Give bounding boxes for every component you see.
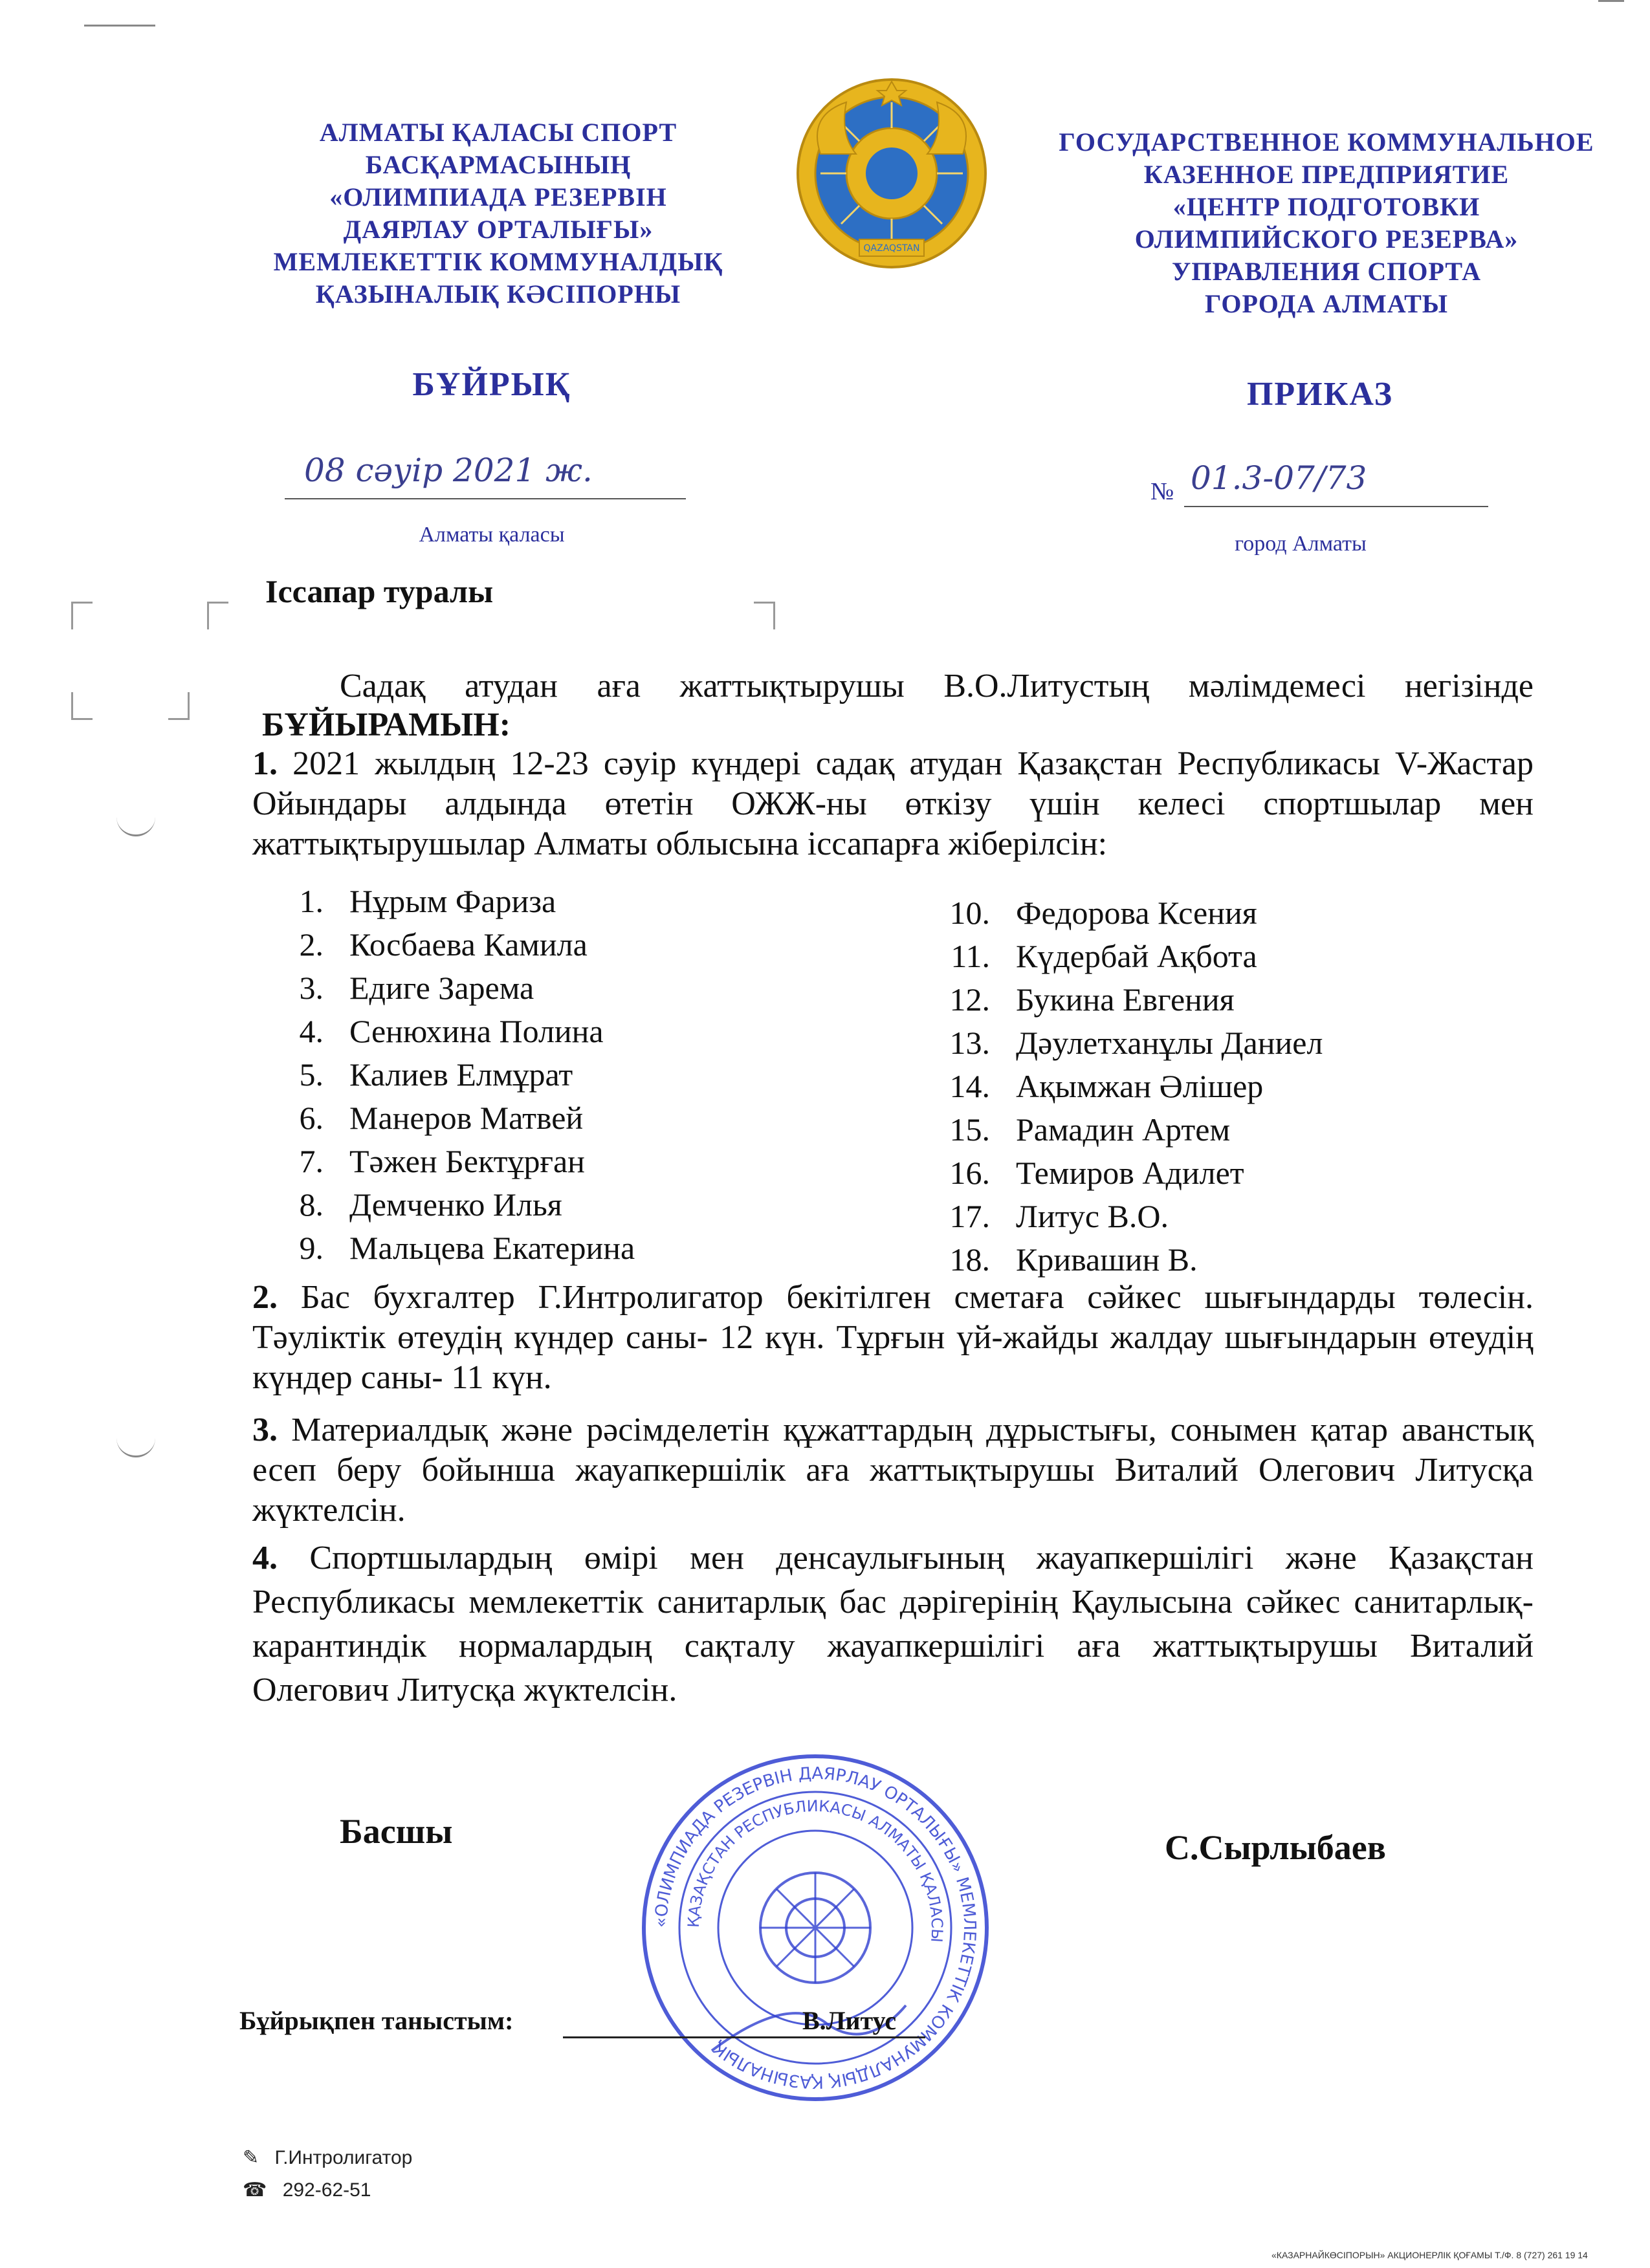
header-right: ГОСУДАРСТВЕННОЕ КОММУНАЛЬНОЕ КАЗЕННОЕ ПРЕДПРИЯТИЕ «ЦЕНТР ПОДГОТОВКИ ОЛИМПИЙСКОГО РЕЗЕРВА» УПРАВЛЕНИЯ СПОРТА ГОРОДА АЛМАТЫ [1059, 127, 1594, 318]
official-stamp [634, 1747, 996, 2109]
athlete-list-left [259, 880, 764, 1270]
top-left-mark [84, 25, 155, 30]
list-item: 17. Литус В.О. [949, 1198, 1169, 1234]
order-word: БҰЙЫРАМЫН: [262, 706, 511, 743]
subject-corner-tr [754, 602, 775, 629]
paragraph-3: 3. Материалдық және рәсімделетін құжаттардың дұрыстығы, сонымен қатар аванстық есеп беру бойынша жауапкершілік аға жаттықтырушы Виталий Олегович Литусқа жүктелсін. [252, 1412, 1534, 1529]
pencil-icon: ✎ [243, 2147, 259, 2168]
title-kz: БҰЙРЫҚ [412, 366, 571, 403]
punch-hole-bottom [116, 1436, 155, 1457]
list-item: 1. Нұрым Фариза [299, 883, 556, 919]
list-item: 14. Ақымжан Әлішер [949, 1068, 1264, 1104]
ack-name: В.Литус [802, 2006, 897, 2035]
signatory-role: Басшы [340, 1812, 453, 1851]
svg-text:ҚАЗАҚСТАН РЕСПУБЛИКАСЫ АЛМАТЫ: ҚАЗАҚСТАН РЕСПУБЛИКАСЫ АЛМАТЫ ҚАЛАСЫ [684, 1796, 947, 1943]
state-emblem [795, 76, 989, 270]
list-item: 12. Букина Евгения [949, 981, 1235, 1018]
intro-paragraph: Садақ атудан аға жаттықтырушы В.О.Литустың мәлімдемесі негізінде [340, 668, 1534, 704]
list-item: 6. Манеров Матвей [299, 1100, 584, 1136]
city-kz: Алматы қаласы [419, 523, 565, 547]
list-item: 7. Тәжен Бектұрған [299, 1143, 585, 1179]
list-item: 4. Сенюхина Полина [299, 1013, 604, 1049]
signatory-name: С.Сырлыбаев [1165, 1828, 1386, 1867]
svg-text:«ОЛИМПИАДА РЕЗЕРВІН ДАЯРЛАУ ОР: «ОЛИМПИАДА РЕЗЕРВІН ДАЯРЛАУ ОРТАЛЫҒЫ» МЕМЛЕКЕТТІК КОММУНАЛДЫҚ ҚАЗЫНАЛЫҚ [651, 1763, 980, 2092]
date-handwritten: 08 сәуір 2021 ж. [304, 452, 593, 489]
paragraph-2: 2. Бас бухгалтер Г.Интролигатор бекітілген сметаға сәйкес шығындарды төлесін. Тәуліктік өтеудің күндер саны- 12 күн. Тұрғын үй-жайды жалдау шығындарын өтеудің күндер саны- 11 күн. [252, 1279, 1534, 1396]
number-line [1184, 461, 1488, 507]
list-item: 9. Мальцева Екатерина [299, 1230, 635, 1266]
subject-corner-bl2 [168, 692, 190, 720]
header-left: АЛМАТЫ ҚАЛАСЫ СПОРТ БАСҚАРМАСЫНЫҢ «ОЛИМПИАДА РЕЗЕРВІН ДАЯРЛАУ ОРТАЛЫҒЫ» МЕМЛЕКЕТТІК КОММУНАЛДЫҚ ҚАЗЫНАЛЫҚ КӘСІПОРНЫ [273, 118, 723, 309]
list-item: 13. Дәулетханұлы Даниел [949, 1025, 1323, 1061]
list-item: 18. Кривашин В. [949, 1241, 1198, 1278]
paragraph-1: 1. 2021 жылдың 12-23 сәуір күндері садақ атудан Қазақстан Республикасы V-Жастар Ойындары алдында өтетін ОЖЖ-ны өткізу үшін келесі спортшылар мен жаттықтырушылар Алматы облысына іссапарға жіберілсін: [252, 745, 1534, 862]
punch-hole-top [116, 815, 155, 836]
subject-corner-tl [71, 602, 93, 629]
date-line [285, 453, 686, 499]
ack-label: Бұйрықпен таныстым: [239, 2006, 514, 2035]
number-prefix: № [1150, 478, 1174, 505]
athlete-list-right [925, 891, 1508, 1281]
list-item: 10. Федорова Ксения [949, 895, 1257, 931]
footer-phone: ☎ 292-62-51 [243, 2179, 371, 2201]
emblem-text: QAZAQSTAN [863, 243, 920, 254]
list-item: 5. Калиев Елмұрат [299, 1056, 573, 1093]
printer-mark: «КАЗАРНАЙКӨСІПОРЫН» АКЦИОНЕРЛІК ҚОҒАМЫ Т./Ф. 8 (727) 261 19 14 [1271, 2250, 1588, 2260]
paragraph-4: 4. Спортшылардың өмірі мен денсаулығының жауапкершілігі және Қазақстан Республикасы мемлекеттік санитарлық бас дәрігерінің Қаулысына сәйкес санитарлық-карантиндік нормалардың сақталу жауапкершілігі аға жаттықтырушы Виталий Олегович Литусқа жүктелсін. [252, 1540, 1534, 1708]
title-ru: ПРИКАЗ [1246, 376, 1394, 413]
list-item: 2. Косбаева Камила [299, 926, 588, 963]
top-right-mark [1598, 0, 1624, 8]
subject-corner-bl [71, 692, 93, 720]
number-handwritten: 01.3-07/73 [1191, 459, 1367, 497]
list-item: 11. Күдербай Ақбота [951, 938, 1257, 974]
phone-icon: ☎ [243, 2179, 267, 2201]
ack-line [563, 2036, 925, 2038]
list-item: 15. Рамадин Артем [949, 1111, 1231, 1148]
city-ru: город Алматы [1235, 532, 1367, 556]
subject-corner-tl2 [207, 602, 228, 629]
subject: Іссапар туралы [265, 573, 494, 609]
list-item: 16. Темиров Адилет [949, 1155, 1244, 1191]
list-item: 8. Демченко Илья [299, 1186, 562, 1223]
list-item: 3. Едиге Зарема [299, 970, 534, 1006]
footer-executor: ✎ Г.Интролигатор [243, 2147, 413, 2168]
